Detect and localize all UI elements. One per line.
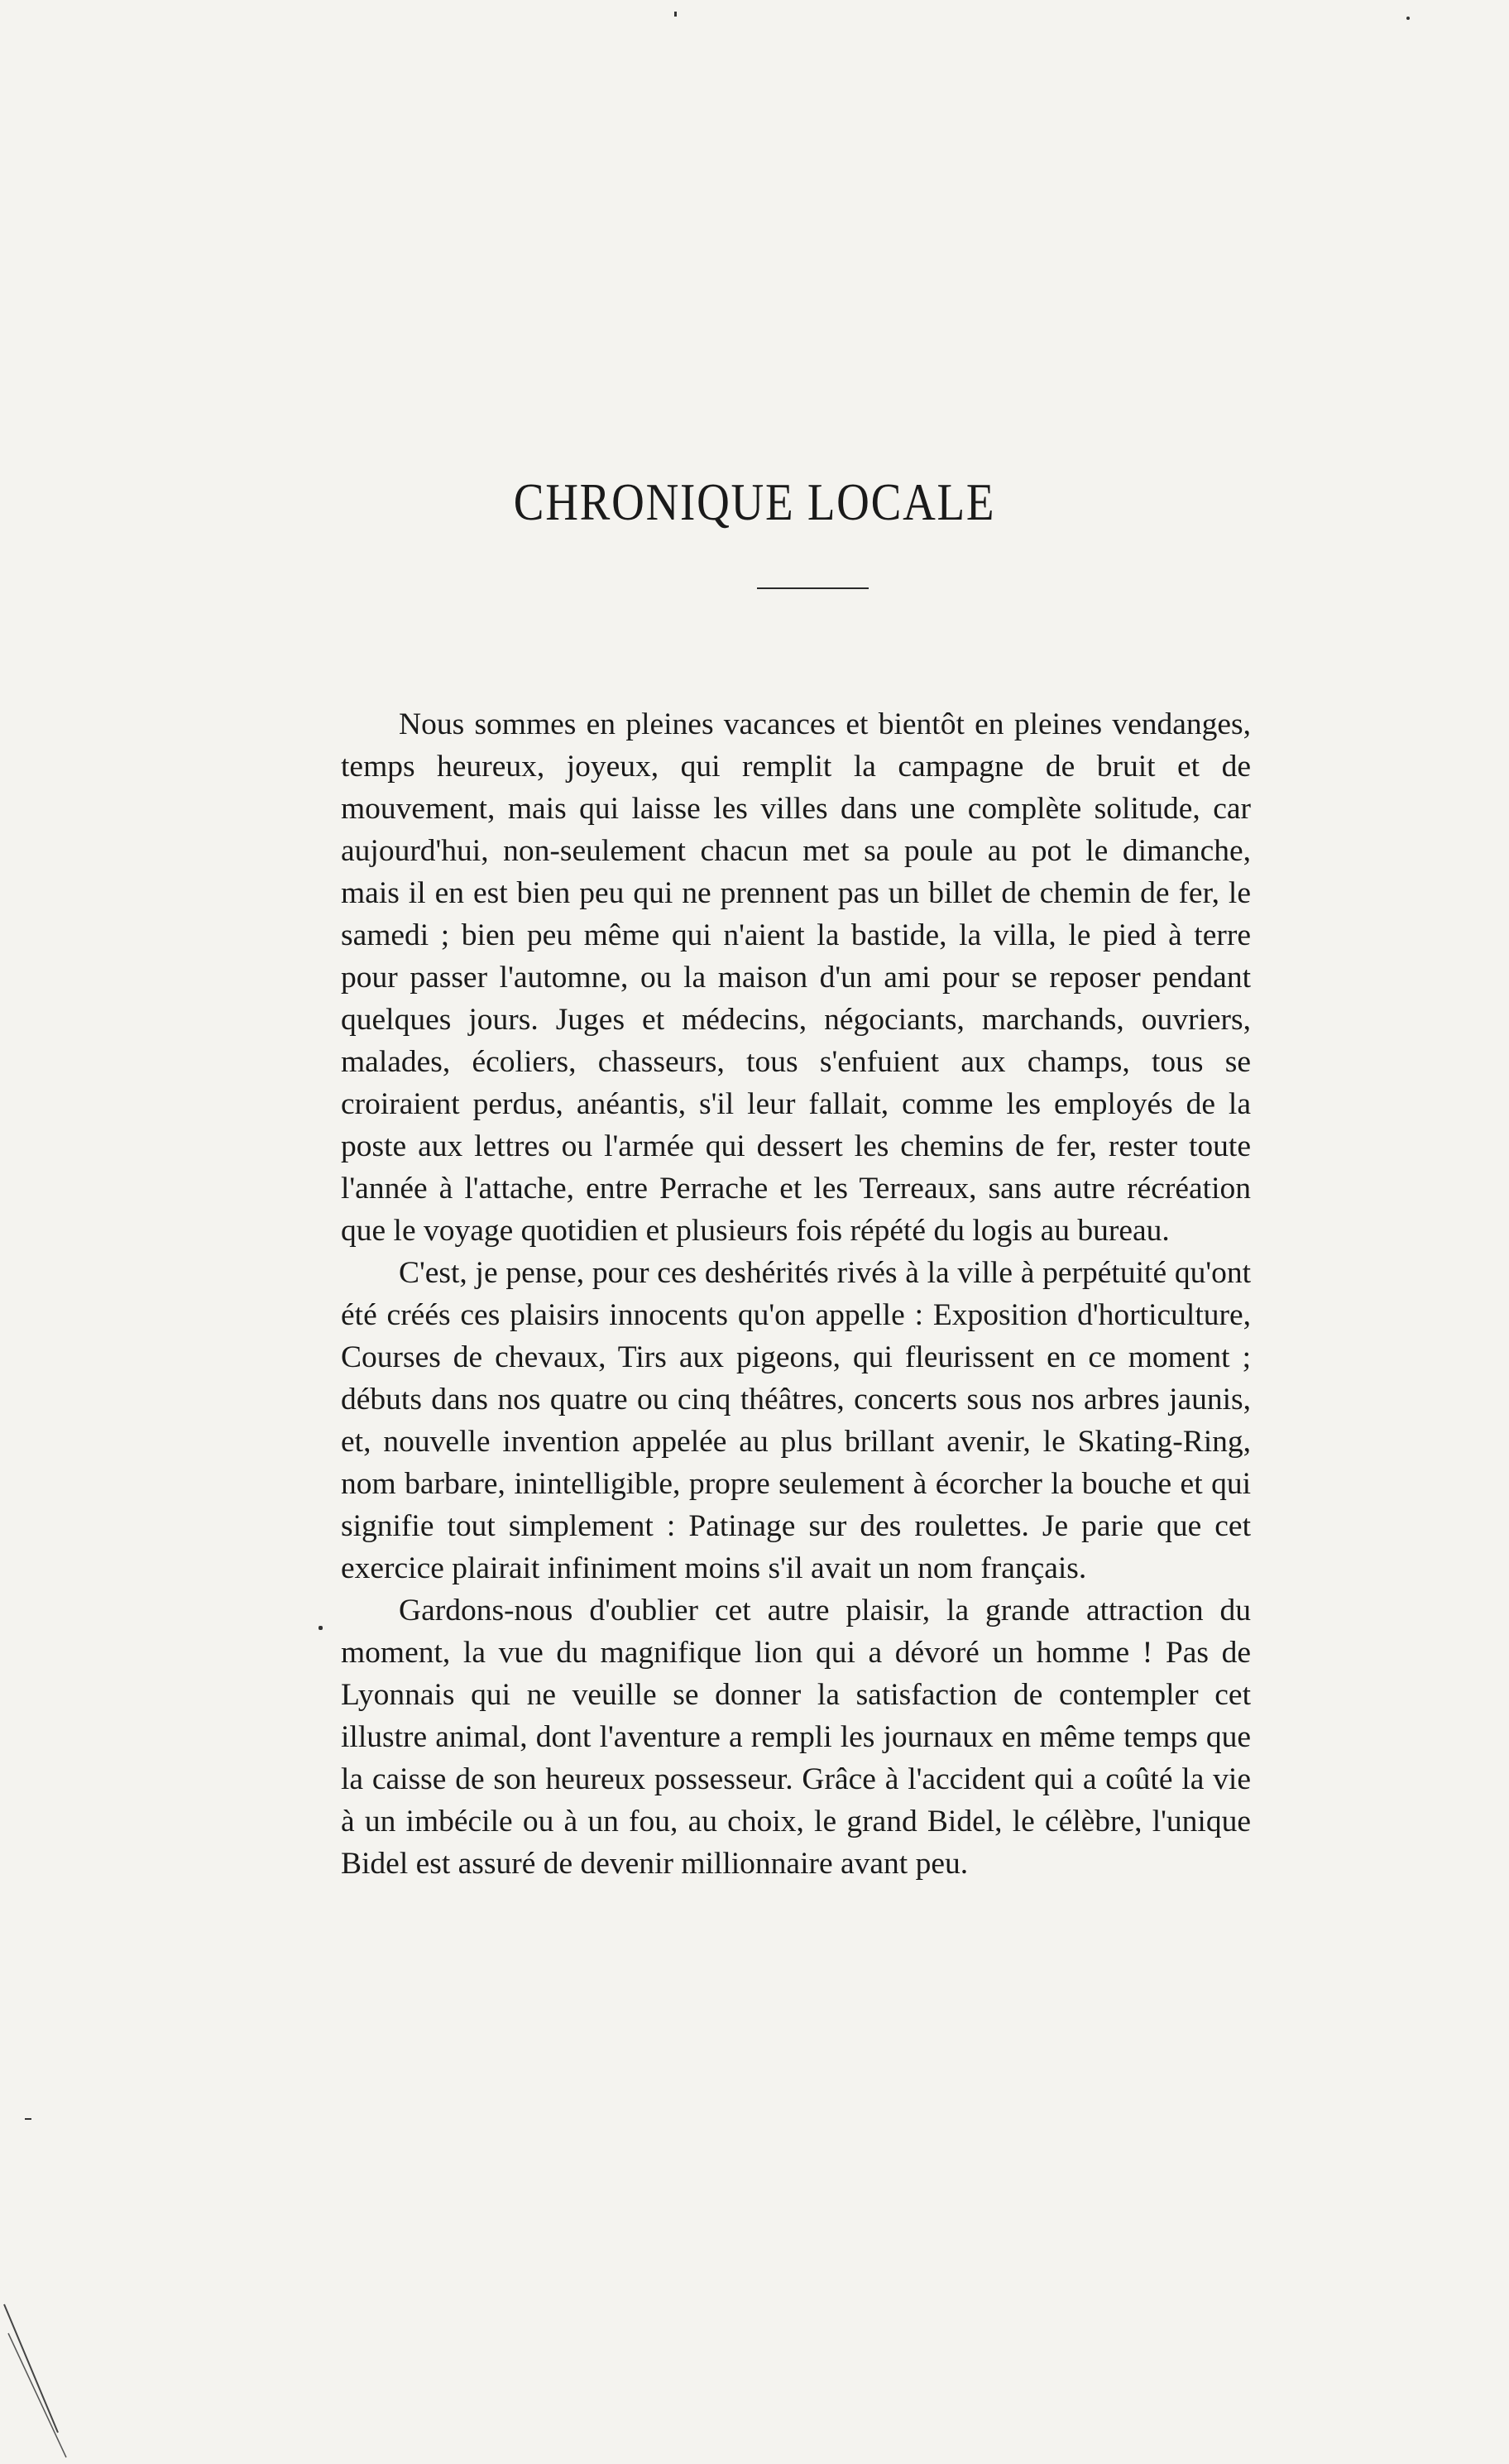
margin-scratch (0, 2300, 74, 2464)
title-divider (757, 587, 869, 589)
paragraph-3: Gardons-nous d'oublier cet autre plaisir, la grande attraction du moment, la vue du magnifique lion qui a dévoré un homme ! Pas de Lyonnais qui ne veuille se donner la satisfaction de contempler cet illustre animal, dont l'aventure a rempli les journaux en même temps que la caisse de son heureux possesseur. Grâce à l'accident qui a coûté la vie à un imbécile ou à un fou, au choix, le grand Bidel, le célèbre, l'unique Bidel est assuré de devenir millionnaire avant peu. (341, 1594, 1251, 1881)
scan-speck (25, 2118, 31, 2120)
paragraph-1: Nous sommes en pleines vacances et bientôt en pleines vendanges, temps heureux, joyeux, qui remplit la campagne de bruit et de mouvement, mais qui laisse les villes dans une complète solitude, car aujourd'hui, non-seulement chacun met sa poule au pot le dimanche, mais il en est bien peu qui ne prennent pas un billet de chemin de fer, le samedi ; bien peu même qui n'aient la bastide, la villa, le pied à terre pour passer l'automne, ou la maison d'un ami pour se reposer pendant quelques jours. Juges et médecins, négociants, marchands, ouvriers, malades, écoliers, chasseurs, tous s'enfuient aux champs, tous se croiraient perdus, anéantis, s'il leur fallait, comme les employés de la poste aux lettres ou l'armée qui dessert les chemins de fer, rester toute l'année à l'attache, entre Perrache et les Terreaux, sans autre récréation que le voyage quotidien et plusieurs fois répété du logis au bureau. (341, 707, 1251, 1248)
page-title: CHRONIQUE LOCALE (513, 472, 996, 531)
scan-speck (674, 12, 677, 17)
article-body (341, 703, 1251, 1885)
scan-speck (1406, 17, 1410, 20)
scan-speck (319, 1626, 323, 1630)
paragraph-2: C'est, je pense, pour ces deshérités rivés à la ville à perpétuité qu'ont été créés ces plaisirs innocents qu'on appelle : Exposition d'horticulture, Courses de chevaux, Tirs aux pigeons, qui fleurissent en ce moment ; débuts dans nos quatre ou cinq théâtres, concerts sous nos arbres jaunis, et, nouvelle invention appelée au plus brillant avenir, le Skating-Ring, nom barbare, inintelligible, propre seulement à écorcher la bouche et qui signifie tout simplement : Patinage sur des roulettes. Je parie que cet exercice plairait infiniment moins s'il avait un nom français. (341, 1256, 1251, 1585)
